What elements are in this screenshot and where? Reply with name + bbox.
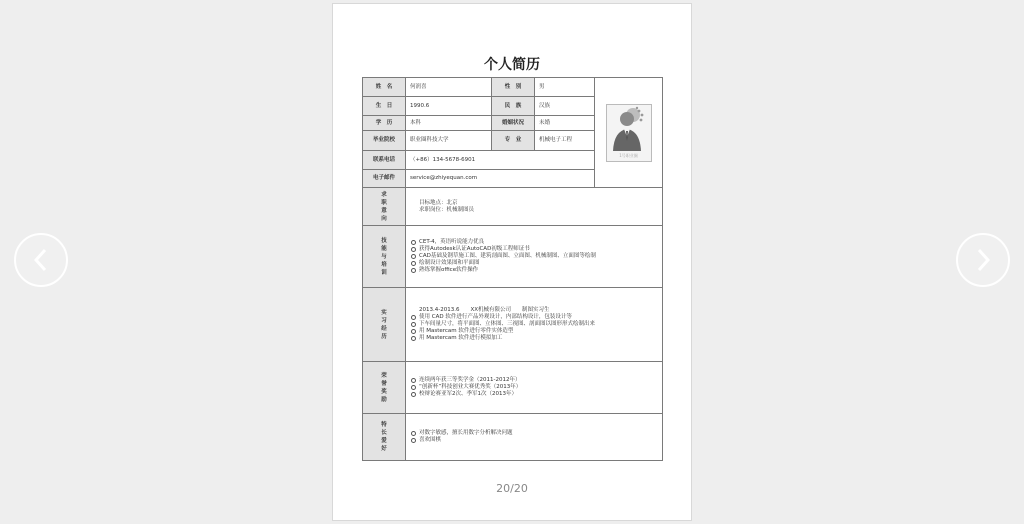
- major-value: 机械电子工程: [535, 131, 595, 151]
- page-counter: 20/20: [496, 482, 528, 495]
- list-item: 连续两年获三等奖学金（2011-2012年）: [410, 377, 658, 384]
- birth-label: 生 日: [363, 97, 406, 116]
- ethnic-label: 民 族: [492, 97, 535, 116]
- school-label: 毕业院校: [363, 131, 406, 151]
- edu-label: 学 历: [363, 116, 406, 131]
- intent-line: 求职岗位：机械制图员: [419, 206, 475, 213]
- email-label: 电子邮件: [363, 170, 406, 188]
- name-label: 姓 名: [363, 78, 406, 97]
- email-value: service@zhiyequan.com: [406, 170, 595, 188]
- list-item: 绘制设计效果图和平面图: [410, 260, 658, 267]
- birth-value: 1990.6: [406, 97, 492, 116]
- next-page-button[interactable]: [956, 233, 1010, 287]
- marital-value: 未婚: [535, 116, 595, 131]
- list-item: 获得Autodesk认证AutoCAD初级工程师证书: [410, 246, 658, 253]
- hobbies-label: 特长爱好: [363, 414, 406, 461]
- chevron-right-icon: [973, 247, 993, 273]
- photo-caption: 1号职业圈: [619, 152, 638, 158]
- name-value: 何润喜: [406, 78, 492, 97]
- person-silhouette-icon: [607, 105, 651, 151]
- phone-label: 联系电话: [363, 151, 406, 170]
- resume-title: 个人简历: [484, 57, 540, 73]
- avatar: [606, 104, 652, 162]
- intent-line: 目标地点：北京: [419, 199, 458, 206]
- intent-label: 求职意向: [363, 188, 406, 226]
- hobbies-content: [406, 414, 663, 461]
- resume-table: [362, 77, 662, 462]
- list-item: 用 Mastercam 软件进行模拟加工: [410, 335, 658, 342]
- gender-label: 性 别: [492, 78, 535, 97]
- phone-value: （+86）134-5678-6901: [406, 151, 595, 170]
- intent-content: [406, 188, 663, 226]
- list-item: 对数字敏感，擅长用数字分析解决问题: [410, 430, 658, 437]
- major-label: 专 业: [492, 131, 535, 151]
- intern-header: 2013.4-2013.6 XX机械有限公司 制图实习生: [419, 307, 550, 314]
- document-page: [332, 3, 692, 521]
- list-item: “创新杯”科技创业大赛优秀奖（2013年）: [410, 384, 658, 391]
- ethnic-value: 汉族: [535, 97, 595, 116]
- skills-content: [406, 226, 663, 288]
- photo-cell: [595, 78, 663, 188]
- list-item: 使用 CAD 软件进行产品外观设计，内部结构设计，包装设计等: [410, 314, 658, 321]
- school-value: 职业圈科技大学: [406, 131, 492, 151]
- skills-label: 技能与培训: [363, 226, 406, 288]
- list-item: 用 Mastercam 软件进行零件实体造型: [410, 328, 658, 335]
- chevron-left-icon: [31, 247, 51, 273]
- list-item: 校辩论赛亚军2次、季军1次（2013年）: [410, 391, 658, 398]
- marital-label: 婚姻状况: [492, 116, 535, 131]
- list-item: CET-4，英语听说能力优良: [410, 239, 658, 246]
- list-item: 喜欢围棋: [410, 437, 658, 444]
- prev-page-button[interactable]: [14, 233, 68, 287]
- awards-content: [406, 362, 663, 414]
- edu-value: 本科: [406, 116, 492, 131]
- awards-label: 荣誉奖励: [363, 362, 406, 414]
- list-item: CAD基础及钢草施工图、建筑剖面图、立面图、机械制图、立面图等绘制: [410, 253, 658, 260]
- intern-content: [406, 288, 663, 362]
- intern-label: 实习经历: [363, 288, 406, 362]
- list-item: 下车间量尺寸，将平面图、立体图、三视图、剖面图以图形形式绘制出来: [410, 321, 658, 328]
- list-item: 熟练掌握office软件操作: [410, 267, 658, 274]
- gender-value: 男: [535, 78, 595, 97]
